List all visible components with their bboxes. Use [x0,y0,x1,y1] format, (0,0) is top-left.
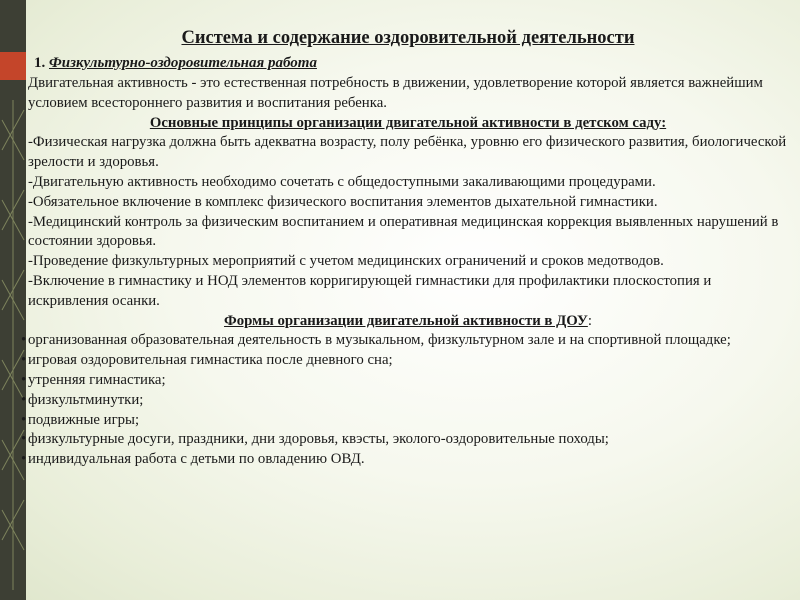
bullet-icon: • [21,371,27,388]
list-item-text: организованная образовательная деятельность в музыкальном, физкультурном зале и на спортивной площадке; [28,332,731,349]
principle-item: -Физическая нагрузка должна быть адекватна возрасту, полу ребёнка, уровню его физического развития, биологической зрелости и здоровья. [28,134,787,171]
section-name: Физкультурно-оздоровительная работа [49,55,317,71]
leaf-pattern-icon [0,0,26,600]
forms-list [21,331,788,470]
list-item-text: утренняя гимнастика; [28,371,166,388]
list-item-text: физкультминутки; [28,391,144,408]
list-item-text: физкультурные досуги, праздники, дни здоровья, квэсты, эколого-оздоровительные походы; [28,431,609,448]
list-item [21,371,788,391]
list-item [21,430,788,450]
section-number: 1. [34,55,46,71]
forms-heading-text: Формы организации двигательной активности в ДОУ [224,312,588,329]
list-item [21,391,788,411]
page-title: Система и содержание оздоровительной деятельности [181,28,635,48]
principle-item: -Медицинский контроль за физическим воспитанием и оперативная медицинская коррекция выявленных нарушений в состоянии здоровья. [28,213,779,250]
principles-heading: Основные принципы организации двигательной активности в детском саду: [149,114,667,131]
list-item [21,411,788,431]
list-item-text: подвижные игры; [28,411,140,428]
principle-item: -Двигательную активность необходимо сочетать с общедоступными закаливающими процедурами. [28,173,656,190]
list-item-text: индивидуальная работа с детьми по овладению ОВД. [28,451,365,468]
list-item-text: игровая оздоровительная гимнастика после дневного сна; [28,352,393,369]
forms-heading-colon: : [587,312,592,329]
section-heading [34,54,788,72]
list-item [21,351,788,371]
forms-heading [28,312,788,332]
list-item [21,331,788,351]
intro-paragraph: Двигательная активность - это естественная потребность в движении, удовлетворение которой является важнейшим условием всестороннего развития и воспитания ребенка. [28,75,763,111]
principle-item: -Обязательное включение в комплекс физического воспитания элементов дыхательной гимнастики. [28,193,658,210]
left-decorative-bar [0,0,26,600]
bullet-icon: • [21,352,27,369]
bullet-icon: • [21,411,27,428]
principle-item: -Включение в гимнастику и НОД элементов корригирующей гимнастики для профилактики плоскостопия и искривления осанки. [28,272,712,309]
list-item [21,450,788,470]
bullet-icon: • [21,332,27,349]
principle-item: -Проведение физкультурных мероприятий с учетом медицинских ограничений и сроков медотводов. [28,253,664,270]
bullet-icon: • [21,451,27,468]
slide-content [21,26,788,470]
accent-block [0,52,26,80]
bullet-icon: • [21,431,27,448]
bullet-icon: • [21,391,27,408]
